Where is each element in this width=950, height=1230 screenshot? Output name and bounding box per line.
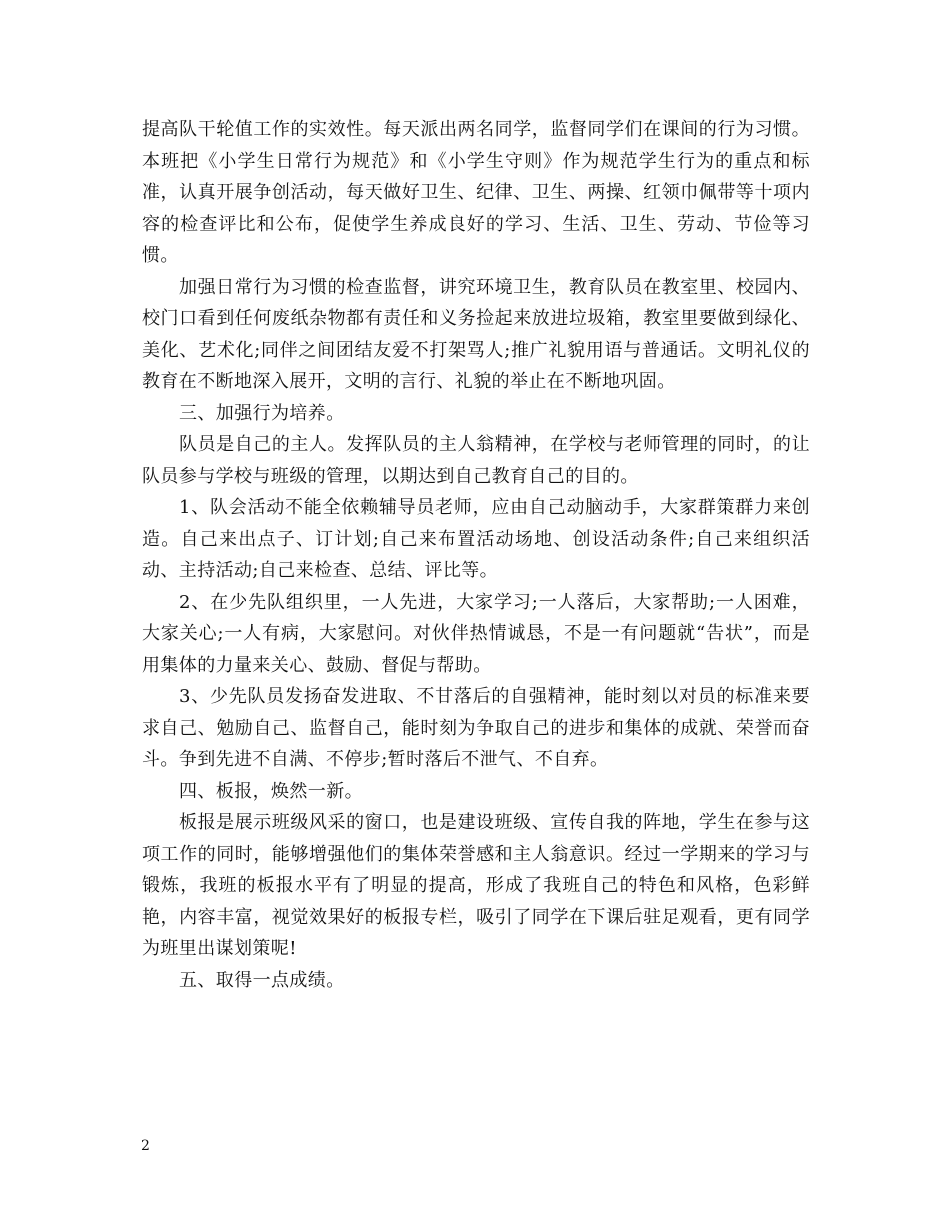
section-heading-4: 四、板报，焕然一新。	[179, 780, 363, 802]
document-body	[142, 114, 810, 996]
page-number: 2	[141, 1138, 150, 1154]
paragraph-4: 队员是自己的主人。发挥队员的主人翁精神，在学校与老师管理的同时，的让队员参与学校与班级的管理，以期达到自己教育自己的目的。	[142, 434, 810, 487]
list-item-2: 2、在少先队组织里，一人先进，大家学习;一人落后，大家帮助;一人困难，大家关心;一人有病，大家慰问。对伙伴热情诚恳，不是一有问题就“告状”，而是用集体的力量来关心、鼓励、督促与帮助。	[142, 591, 810, 676]
section-heading-3: 三、加强行为培养。	[179, 402, 345, 424]
paragraph-2: 加强日常行为习惯的检查监督，讲究环境卫生，教育队员在教室里、校园内、校门口看到任何废纸杂物都有责任和义务捡起来放进垃圾箱，教室里要做到绿化、美化、艺术化;同伴之间团结友爱不打架骂人;推广礼貌用语与普通话。文明礼仪的教育在不断地深入展开，文明的言行、礼貌的举止在不断地巩固。	[142, 276, 810, 392]
paragraph-blackboard: 板报是展示班级风采的窗口，也是建设班级、宣传自我的阵地，学生在参与这项工作的同时，能够增强他们的集体荣誉感和主人翁意识。经过一学期来的学习与锻炼，我班的板报水平有了明显的提高，形成了我班自己的特色和风格，色彩鲜艳，内容丰富，视觉效果好的板报专栏，吸引了同学在下课后驻足观看，更有同学为班里出谋划策呢!	[142, 812, 810, 959]
section-heading-5: 五、取得一点成绩。	[179, 969, 345, 991]
list-item-3: 3、少先队员发扬奋发进取、不甘落后的自强精神，能时刻以对员的标准来要求自己、勉励自己、监督自己，能时刻为争取自己的进步和集体的成就、荣誉而奋斗。争到先进不自满、不停步;暂时落后不泄气、不自弃。	[142, 686, 810, 770]
paragraph-1: 提高队干轮值工作的实效性。每天派出两名同学，监督同学们在课间的行为习惯。本班把《小学生日常行为规范》和《小学生守则》作为规范学生行为的重点和标准，认真开展争创活动，每天做好卫生、纪律、卫生、两操、红领巾佩带等十项内容的检查评比和公布，促使学生养成良好的学习、生活、卫生、劳动、节俭等习惯。	[142, 119, 810, 266]
list-item-1: 1、队会活动不能全依赖辅导员老师，应由自己动脑动手，大家群策群力来创造。自己来出点子、订计划;自己来布置活动场地、创设活动条件;自己来组织活动、主持活动;自己来检查、总结、评比等。	[142, 497, 810, 581]
